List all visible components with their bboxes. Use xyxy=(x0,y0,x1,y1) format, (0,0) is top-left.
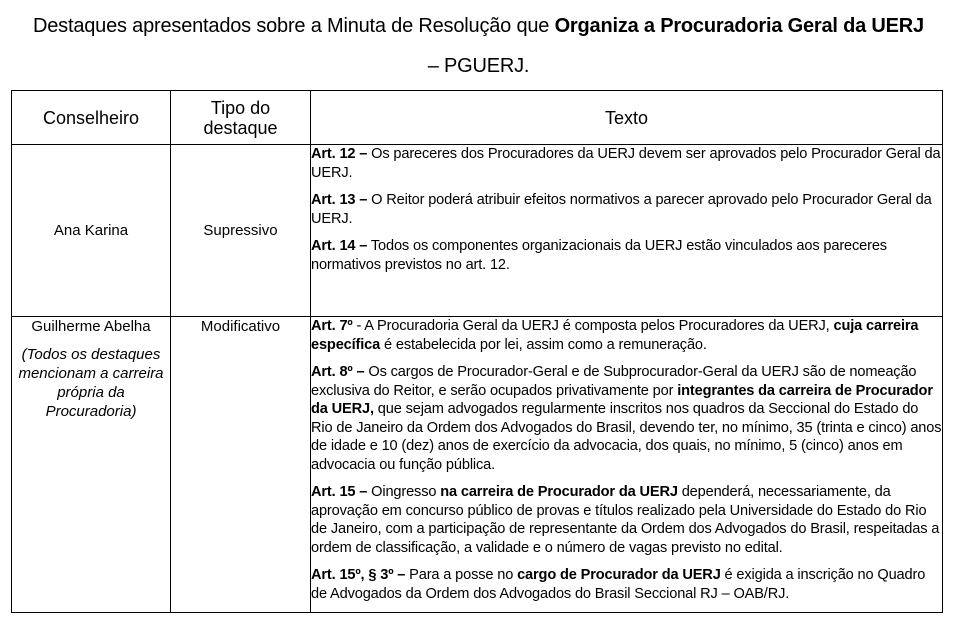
article-label: Art. 12 – xyxy=(311,146,368,162)
table-row xyxy=(12,145,943,317)
header-conselheiro: Conselheiro xyxy=(12,91,171,145)
conselheiro-note: (Todos os destaques mencionam a carreira própria da Procuradoria) xyxy=(18,346,164,420)
conselheiro-name: Ana Karina xyxy=(53,222,129,239)
conselheiro-cell xyxy=(12,317,171,613)
tipo-value: Modificativo xyxy=(200,318,281,335)
texto-cell xyxy=(311,317,943,613)
article-label: Art. 15 – xyxy=(311,484,368,500)
article-emphasis: integrantes da carreira de Procurador da UERJ, xyxy=(311,382,933,417)
article-text: Todos os componentes organizacionais da UERJ estão vinculados aos pareceres normativos previstos no art. 12. xyxy=(311,238,887,273)
header-tipo xyxy=(171,91,311,145)
article-label: Art. 15º, § 3º – xyxy=(311,567,406,583)
article-paragraph xyxy=(311,483,942,557)
article-text: Os cargos de Procurador-Geral e de Subprocurador-Geral da UERJ são de nomeação exclusiva do Reitor, e serão ocupados privativamente por xyxy=(311,364,917,399)
article-text: dependerá, necessariamente, da aprovação em concurso público de provas e títulos realizado pela Universidade do Estado do Rio de Janeiro, com a participação de representante da Ordem dos Advogados do Brasil, respeitadas a ordem de classificação, a validade e o número de vagas previsto no edital. xyxy=(311,484,940,556)
article-paragraph xyxy=(311,237,942,274)
article-text: que sejam advogados regularmente inscritos nos quadros da Seccional do Estado do Rio de Janeiro da Ordem dos Advogados do Brasil, devendo ter, no mínimo, 35 (trinta e cinco) anos de idade e 10 (dez) anos de exercício da advocacia, dos quais, no mínimo, 5 (cinco) anos em advocacia ou função pública. xyxy=(311,401,942,473)
header-texto: Texto xyxy=(311,91,943,145)
article-paragraph xyxy=(311,566,942,603)
title-line2: – PGUERJ. xyxy=(427,55,530,77)
article-label: Art. 8º – xyxy=(311,364,365,380)
document-title xyxy=(0,8,957,84)
table-row xyxy=(12,317,943,613)
article-text: Para a posse no xyxy=(405,567,518,583)
article-text: Os pareceres dos Procuradores da UERJ devem ser aprovados pelo Procurador Geral da UERJ. xyxy=(311,146,941,181)
conselheiro-cell xyxy=(12,145,171,317)
title-prefix: Destaques apresentados sobre a Minuta de Resolução que xyxy=(33,15,555,37)
table-header-row xyxy=(12,91,943,145)
article-text: Oingresso xyxy=(367,484,441,500)
article-paragraph xyxy=(311,317,942,354)
title-bold: Organiza a Procuradoria Geral da UERJ xyxy=(554,15,924,37)
destaques-table xyxy=(11,90,943,613)
header-tipo-label: Tipo do destaque xyxy=(203,97,278,138)
article-text: é estabelecida por lei, assim como a remuneração. xyxy=(380,336,707,353)
texto-cell xyxy=(311,145,943,317)
article-text: - A Procuradoria Geral da UERJ é composta pelos Procuradores da UERJ, xyxy=(352,318,834,334)
article-label: Art. 13 – xyxy=(311,192,368,208)
article-paragraph xyxy=(311,363,942,474)
article-text: O Reitor poderá atribuir efeitos normativos a parecer aprovado pelo Procurador Geral da UERJ. xyxy=(311,192,932,227)
tipo-cell xyxy=(171,145,311,317)
conselheiro-name: Guilherme Abelha xyxy=(31,318,151,335)
article-emphasis: cuja carreira específica xyxy=(311,318,919,353)
article-emphasis: cargo de Procurador da UERJ xyxy=(517,567,721,583)
article-label: Art. 7º xyxy=(311,318,353,334)
article-emphasis: na carreira de Procurador da UERJ xyxy=(440,484,678,500)
article-paragraph xyxy=(311,191,942,228)
article-label: Art. 14 – xyxy=(311,238,368,254)
article-text: é exigida a inscrição no Quadro de Advogados da Ordem dos Advogados do Brasil Seccional RJ – OAB/RJ. xyxy=(311,567,926,602)
tipo-value: Supressivo xyxy=(203,222,278,239)
article-paragraph xyxy=(311,145,942,182)
tipo-cell xyxy=(171,317,311,613)
